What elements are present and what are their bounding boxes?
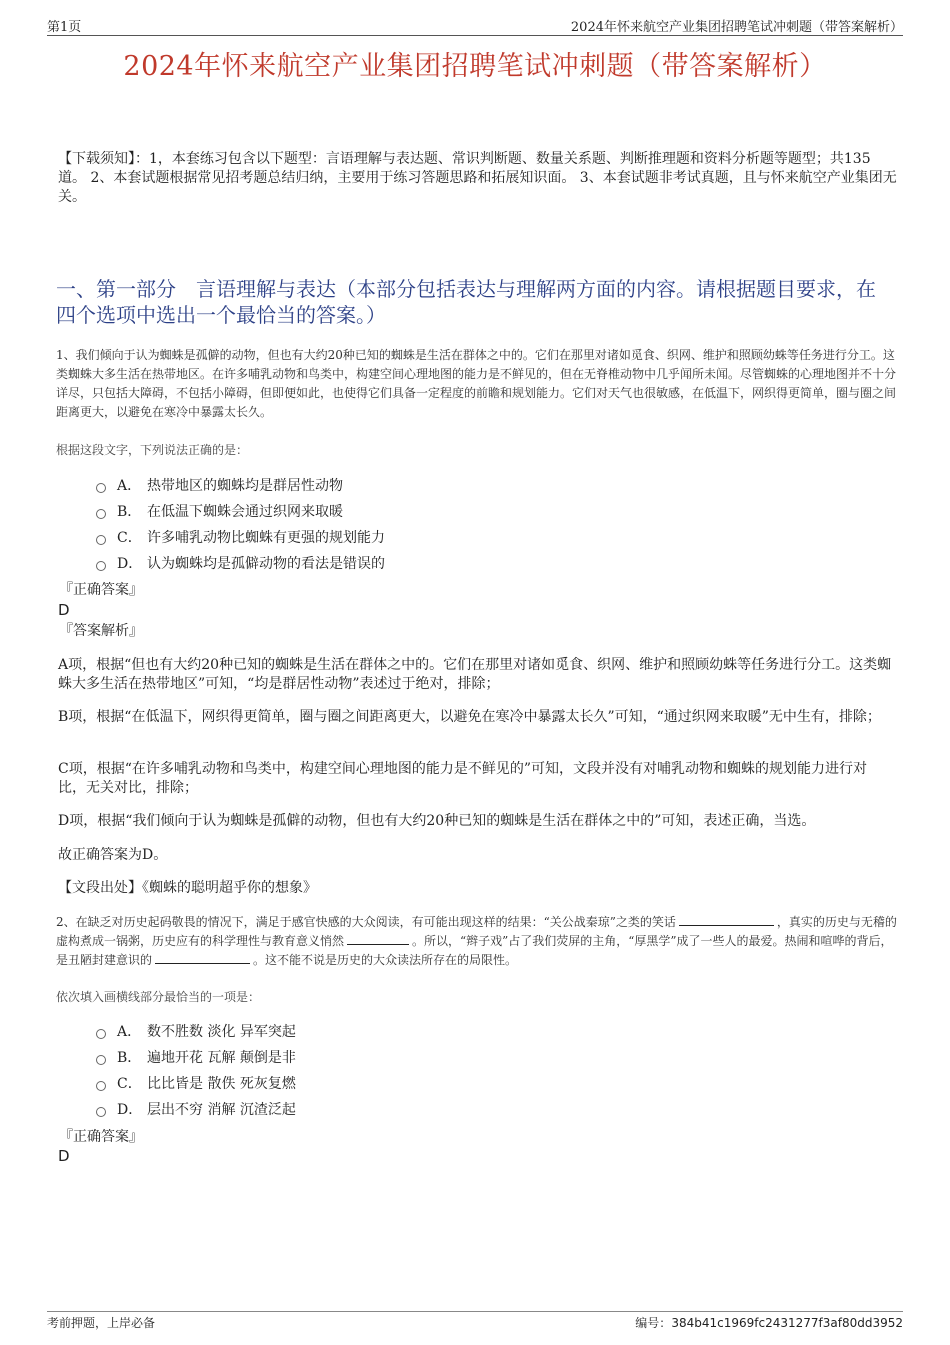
answer-value: D xyxy=(58,601,70,619)
question-2-text: 2、在缺乏对历史起码敬畏的情况下，满足于感官快感的大众阅读，有可能出现这样的结果：“关公战秦琼”之类的笑话 ，真实的历史与无稽的虚构煮成一锅粥，历史应有的科学理性与教育意义悄然 。所以，“辫子戏”占了我们荧屏的主角，“厚黑学”成了一些人的最爱。热闹和喧哗的背后，是丑陋封建意识的 。这不能不说是历史的大众读法所存在的局限性。 xyxy=(56,915,897,967)
document-title: 2024年怀来航空产业集团招聘笔试冲刺题（带答案解析） xyxy=(123,51,827,82)
question-1-text: 1、我们倾向于认为蜘蛛是孤僻的动物，但也有大约20种已知的蜘蛛是生活在群体之中的。它们在那里对诸如觅食、织网、维护和照顾幼蛛等任务进行分工。这类蜘蛛大多生活在热带地区。在许多哺乳动物和鸟类中，构建空间心理地图的能力是不鲜见的，但在无脊椎动物中几乎闻所未闻。尽管蜘蛛的心理地图并不十分详尽，只包括大障碍，不包括小障碍，但即便如此，也使得它们具备一定程度的前瞻和规划能力。它们对天气也很敏感，在低温下，网织得更简单，圈与圈之间距离更大，以避免在寒冷中暴露太长久。 xyxy=(56,348,897,419)
fill-blank-1 xyxy=(679,913,774,926)
radio-icon[interactable] xyxy=(96,483,106,493)
question-1-options xyxy=(96,473,385,577)
section-title: 一、第一部分 言语理解与表达（本部分包括表达与理解两方面的内容。请根据题目要求，在四个选项中选出一个最恰当的答案。） xyxy=(56,277,876,327)
radio-icon[interactable] xyxy=(96,1107,106,1117)
header-divider xyxy=(47,35,903,36)
radio-icon[interactable] xyxy=(96,1081,106,1091)
footer-divider xyxy=(47,1311,903,1312)
option-b[interactable]: B． 遍地开花 瓦解 颠倒是非 xyxy=(96,1045,296,1071)
header-doc-title: 2024年怀来航空产业集团招聘笔试冲刺题（带答案解析） xyxy=(570,20,903,35)
question-1-prompt: 根据这段文字，下列说法正确的是： xyxy=(56,443,249,457)
question-2-prompt: 依次填入画横线部分最恰当的一项是： xyxy=(56,990,261,1004)
answer-label: 『正确答案』 xyxy=(59,1129,143,1145)
option-d[interactable]: D． 层出不穷 消解 沉渣泛起 xyxy=(96,1097,296,1123)
option-d[interactable]: D． 认为蜘蛛均是孤僻动物的看法是错误的 xyxy=(96,551,385,577)
radio-icon[interactable] xyxy=(96,561,106,571)
analysis-label: 『答案解析』 xyxy=(59,623,143,639)
radio-icon[interactable] xyxy=(96,535,106,545)
option-c[interactable]: C． 许多哺乳动物比蜘蛛有更强的规划能力 xyxy=(96,525,385,551)
footer-slogan: 考前押题，上岸必备 xyxy=(47,1316,156,1330)
source-citation: 【文段出处】《蜘蛛的聪明超乎你的想象》 xyxy=(58,880,317,896)
radio-icon[interactable] xyxy=(96,1055,106,1065)
fill-blank-2 xyxy=(347,932,409,945)
analysis-c: C项，根据“在许多哺乳动物和鸟类中，构建空间心理地图的能力是不鲜见的”可知，文段并没有对哺乳动物和蜘蛛的规划能力进行对比，无关对比，排除； xyxy=(58,761,868,796)
analysis-conclusion: 故正确答案为D。 xyxy=(58,847,168,863)
answer-value: D xyxy=(58,1147,70,1165)
page-number: 第1页 xyxy=(47,20,82,35)
radio-icon[interactable] xyxy=(96,509,106,519)
answer-label: 『正确答案』 xyxy=(59,582,143,598)
download-notice: 【下载须知】：1，本套练习包含以下题型：言语理解与表达题、常识判断题、数量关系题、判断推理题和资料分析题等题型；共135道。 2、本套试题根据常见招考题总结归纳，主要用于练习答题思路和拓展知识面。 3、本套试题非考试真题，且与怀来航空产业集团无关。 xyxy=(58,151,897,205)
fill-blank-3 xyxy=(155,951,250,964)
option-a[interactable]: A． 热带地区的蜘蛛均是群居性动物 xyxy=(96,473,385,499)
option-c[interactable]: C． 比比皆是 散佚 死灰复燃 xyxy=(96,1071,296,1097)
question-2-options xyxy=(96,1019,296,1123)
analysis-d: D项，根据“我们倾向于认为蜘蛛是孤僻的动物，但也有大约20种已知的蜘蛛是生活在群体之中的”可知，表述正确，当选。 xyxy=(58,813,816,829)
radio-icon[interactable] xyxy=(96,1029,106,1039)
option-b[interactable]: B． 在低温下蜘蛛会通过织网来取暖 xyxy=(96,499,385,525)
analysis-a: A项，根据“但也有大约20种已知的蜘蛛是生活在群体之中的。它们在那里对诸如觅食、织网、维护和照顾幼蛛等任务进行分工。这类蜘蛛大多生活在热带地区”可知，“均是群居性动物”表述过于绝对，排除； xyxy=(58,657,892,692)
document-code: 编号：384b41c1969fc2431277f3af80dd3952 xyxy=(635,1316,903,1330)
option-a[interactable]: A． 数不胜数 淡化 异军突起 xyxy=(96,1019,296,1045)
analysis-b: B项，根据“在低温下，网织得更简单，圈与圈之间距离更大，以避免在寒冷中暴露太长久”可知，“通过织网来取暖”无中生有，排除； xyxy=(58,709,881,725)
